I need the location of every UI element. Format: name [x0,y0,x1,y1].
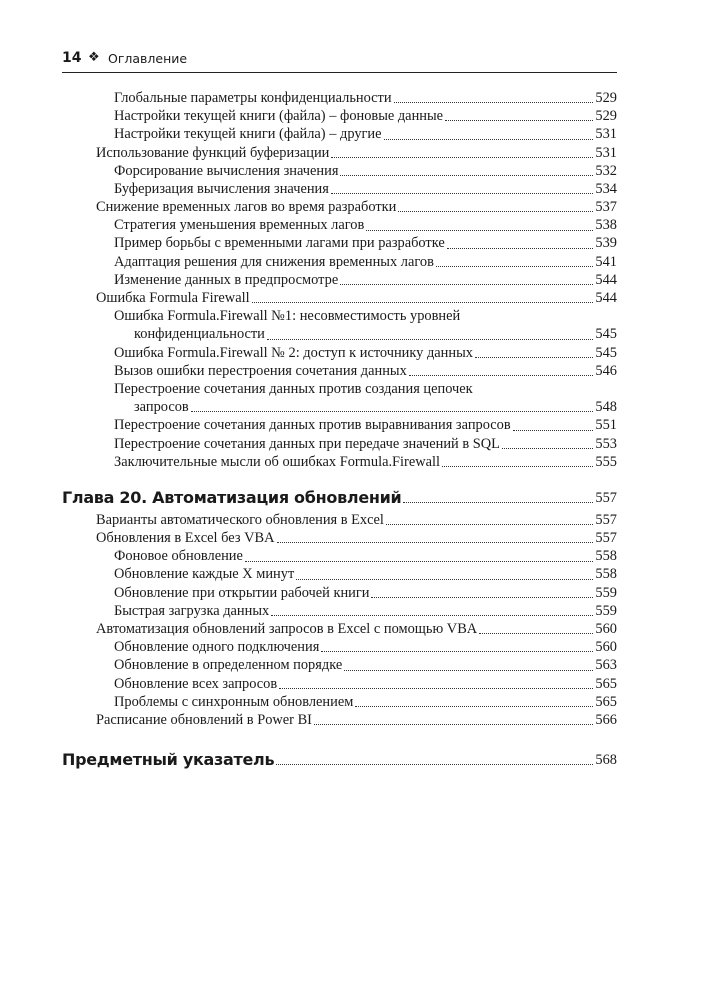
toc-entry[interactable]: Стратегия уменьшения временных лагов 538 [114,217,617,234]
toc-entry[interactable]: Обновление каждые X минут 558 [114,566,617,583]
toc-entry[interactable]: Ошибка Formula.Firewall № 2: доступ к источнику данных 545 [114,344,617,361]
toc-entry[interactable]: Использование функций буферизации 531 [96,144,617,161]
toc-entry-wrapped-line[interactable]: Перестроение сочетания данных против создания цепочек [114,381,473,397]
toc-entry[interactable]: Пример борьбы с временными лагами при разработке 539 [114,235,617,252]
ornament-icon: ❖ [88,50,100,65]
toc-entry[interactable]: Буферизация вычисления значения 534 [114,180,617,197]
toc-entry[interactable]: Перестроение сочетания данных при передаче значений в SQL 553 [114,435,617,452]
toc-entry[interactable]: Фоновое обновление 558 [114,548,617,565]
table-of-contents [62,89,617,769]
toc-entry[interactable]: Настройки текущей книги (файла) – другие 531 [114,126,617,143]
toc-entry[interactable]: Ошибка Formula Firewall 544 [96,290,617,307]
toc-entry[interactable]: Форсирование вычисления значения 532 [114,162,617,179]
toc-entry[interactable]: Обновление всех запросов 565 [114,675,617,692]
toc-index[interactable]: Предметный указатель 568 [62,750,617,770]
toc-entry[interactable]: Адаптация решения для снижения временных лагов 541 [114,253,617,270]
toc-entry[interactable]: Вызов ошибки перестроения сочетания данных 546 [114,362,617,379]
toc-entry[interactable]: запросов 548 [134,399,617,416]
toc-entry[interactable]: Автоматизация обновлений запросов в Excel с помощью VBA 560 [96,621,617,638]
toc-entry[interactable]: Настройки текущей книги (файла) – фоновые данные 529 [114,108,617,125]
toc-entry[interactable]: Обновление одного подключения 560 [114,639,617,656]
toc-entry[interactable]: Изменение данных в предпросмотре 544 [114,271,617,288]
section-name: Оглавление [108,51,188,66]
toc-entry[interactable]: Перестроение сочетания данных против выравнивания запросов 551 [114,417,617,434]
toc-entry[interactable]: Обновление в определенном порядке 563 [114,657,617,674]
toc-entry[interactable]: Глобальные параметры конфиденциальности 529 [114,89,617,106]
page-number: 14 [62,50,82,66]
running-header [62,48,617,73]
toc-entry-wrapped-line[interactable]: Ошибка Formula.Firewall №1: несовместимость уровней [114,308,461,325]
toc-entry[interactable]: Проблемы с синхронным обновлением 565 [114,693,617,710]
toc-entry[interactable]: Варианты автоматического обновления в Excel 557 [96,511,617,528]
toc-entry[interactable]: Заключительные мысли об ошибках Formula.Firewall 555 [114,453,617,470]
toc-entry[interactable]: конфиденциальности 545 [134,326,617,343]
toc-entry[interactable]: Быстрая загрузка данных 559 [114,602,617,619]
toc-entry[interactable]: Снижение временных лагов во время разработки 537 [96,199,617,216]
toc-chapter-20[interactable]: Глава 20. Автоматизация обновлений 557 [62,487,617,507]
toc-entry[interactable]: Обновление при открытии рабочей книги 559 [114,584,617,601]
toc-entry[interactable]: Обновления в Excel без VBA 557 [96,530,617,547]
toc-entry[interactable]: Расписание обновлений в Power BI 566 [96,711,617,728]
